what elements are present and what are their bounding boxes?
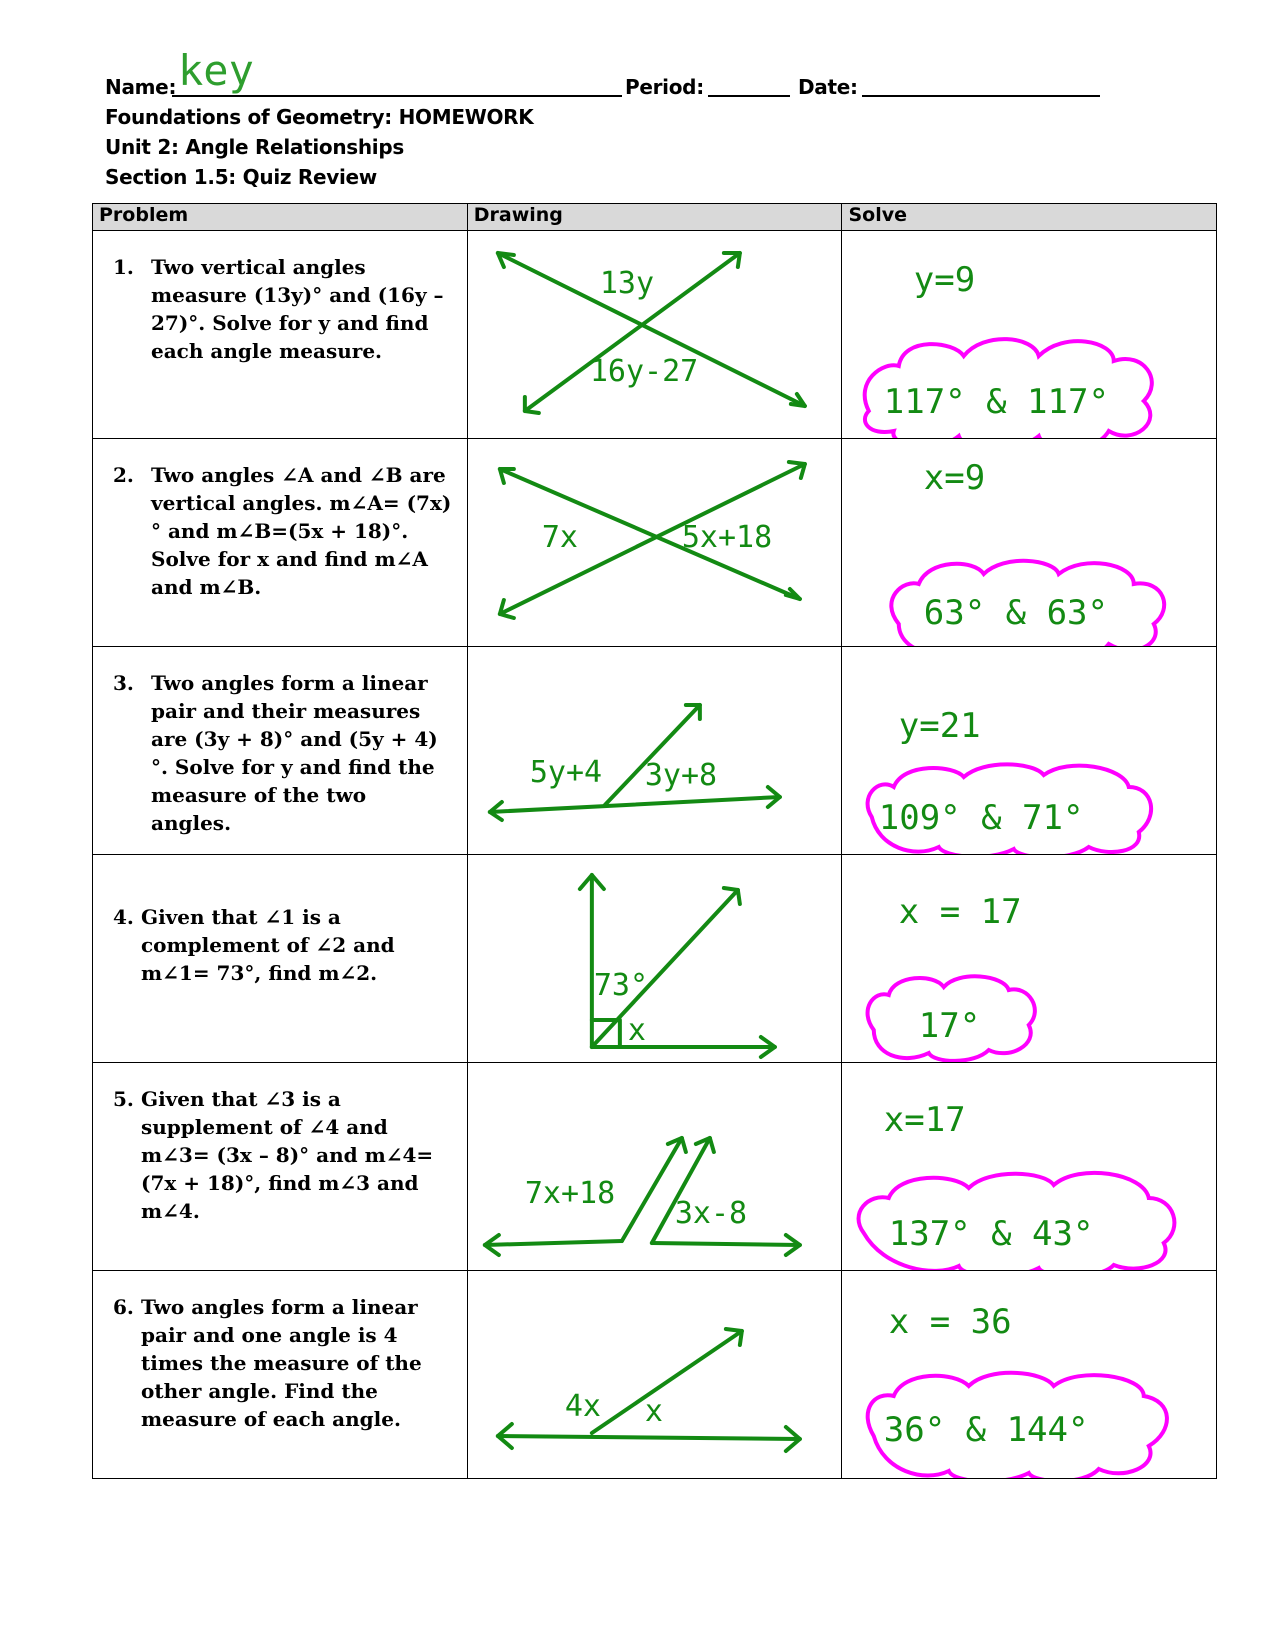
name-label: Name: [105,75,177,99]
solve-variable: x=17 [884,1100,967,1140]
solve-variable: y=9 [914,260,976,300]
solve-work [842,1063,1216,1270]
supplementary-angles-drawing [468,1063,842,1270]
drawing-cell [467,231,842,439]
solve-cell [842,439,1217,647]
angle-label-2: 3y+8 [644,758,717,793]
problem-number: 5. [113,1087,134,1111]
problem-number: 6. [113,1295,134,1319]
table-row [93,231,1217,439]
header-problem: Problem [93,204,468,231]
problem-cell [93,647,468,855]
solve-work [842,231,1216,438]
problem-text: Two angles form a linear pair and their measures are (3y + 8)° and (5y + 4)°. Solve for y and find the measure of the two angles. [151,671,438,835]
solve-cell [842,231,1217,439]
angle-label-2: 5x+18 [681,520,772,555]
table-row [93,1271,1217,1479]
section-title: Section 1.5: Quiz Review [105,165,377,189]
vertical-angles-drawing [468,231,842,438]
solve-work [842,855,1216,1062]
drawing-cell [467,855,842,1063]
header-drawing: Drawing [467,204,842,231]
solve-cell [842,1063,1217,1271]
problem-text: Two angles form a linear pair and one angle is 4 times the measure of the other angle. Find the measure of each angle. [141,1295,422,1431]
angle-label-1: 7x+18 [524,1176,615,1211]
angle-label-2: 3x-8 [674,1196,747,1231]
angle-label-2: x [644,1394,663,1429]
vertical-angles-drawing [468,439,842,646]
course-title-text: Foundations of Geometry: HOMEWORK [105,105,534,129]
solve-variable: y=21 [899,706,982,746]
problem-number: 3. [113,671,134,695]
answer-text: 36° & 144° [884,1410,1089,1450]
table-row [93,1063,1217,1271]
angle-label-1: 73° [593,968,648,1003]
angle-label-1: 7x [541,520,578,555]
problem-number: 4. [113,905,134,929]
table-row [93,855,1217,1063]
answer-text: 109° & 71° [879,798,1084,838]
drawing-cell [467,439,842,647]
problem-cell [93,1063,468,1271]
course-title [105,105,533,129]
drawing-cell [467,1063,842,1271]
solve-cell [842,855,1217,1063]
problem-cell [93,855,468,1063]
solve-work [842,647,1216,854]
solve-cell [842,647,1217,855]
problem-cell [93,1271,468,1479]
date-label: Date: [798,75,858,99]
problem-text: Given that ∠1 is a complement of ∠2 and m∠1= 73°, find m∠2. [141,905,395,985]
answer-text: 117° & 117° [884,382,1110,422]
solve-work [842,439,1216,646]
answer-text: 63° & 63° [924,593,1109,633]
linear-pair-drawing [468,1271,842,1478]
period-label: Period: [625,75,704,99]
answer-text: 17° [919,1006,981,1046]
solve-work [842,1271,1216,1478]
problem-number: 2. [113,463,134,487]
problem-text: Two angles ∠A and ∠B are vertical angles. m∠A= (7x)° and m∠B=(5x + 18)°. Solve for x and find m∠A and m∠B. [151,463,452,599]
problem-cell [93,231,468,439]
date-field[interactable] [862,95,1100,97]
answer-text: 137° & 43° [889,1214,1094,1254]
complementary-angles-drawing [468,855,842,1062]
solve-variable: x = 36 [889,1302,1013,1342]
angle-label-1: 5y+4 [529,755,602,790]
drawing-cell [467,1271,842,1479]
problem-number: 1. [113,255,134,279]
problem-cell [93,439,468,647]
table-header-row [93,204,1217,231]
solve-variable: x=9 [924,458,986,498]
table-row [93,439,1217,647]
solve-cell [842,1271,1217,1479]
table-row [93,647,1217,855]
solve-variable: x = 17 [899,892,1023,932]
problem-text: Given that ∠3 is a supplement of ∠4 and m∠3= (3x – 8)° and m∠4= (7x + 18)°, find m∠3 and m∠4. [141,1087,434,1223]
angle-label-1: 13y [599,266,654,301]
unit-title: Unit 2: Angle Relationships [105,135,404,159]
drawing-cell [467,647,842,855]
angle-label-2: 16y-27 [589,354,698,389]
svg-text:key: key [178,46,254,95]
linear-pair-drawing [468,647,842,854]
period-field[interactable] [708,95,790,97]
angle-label-2: x [627,1013,646,1048]
angle-label-1: 4x [564,1389,601,1424]
header-solve: Solve [842,204,1217,231]
quiz-table [92,203,1217,1479]
problem-text: Two vertical angles measure (13y)° and (16y – 27)°. Solve for y and find each angle measure. [151,255,444,363]
